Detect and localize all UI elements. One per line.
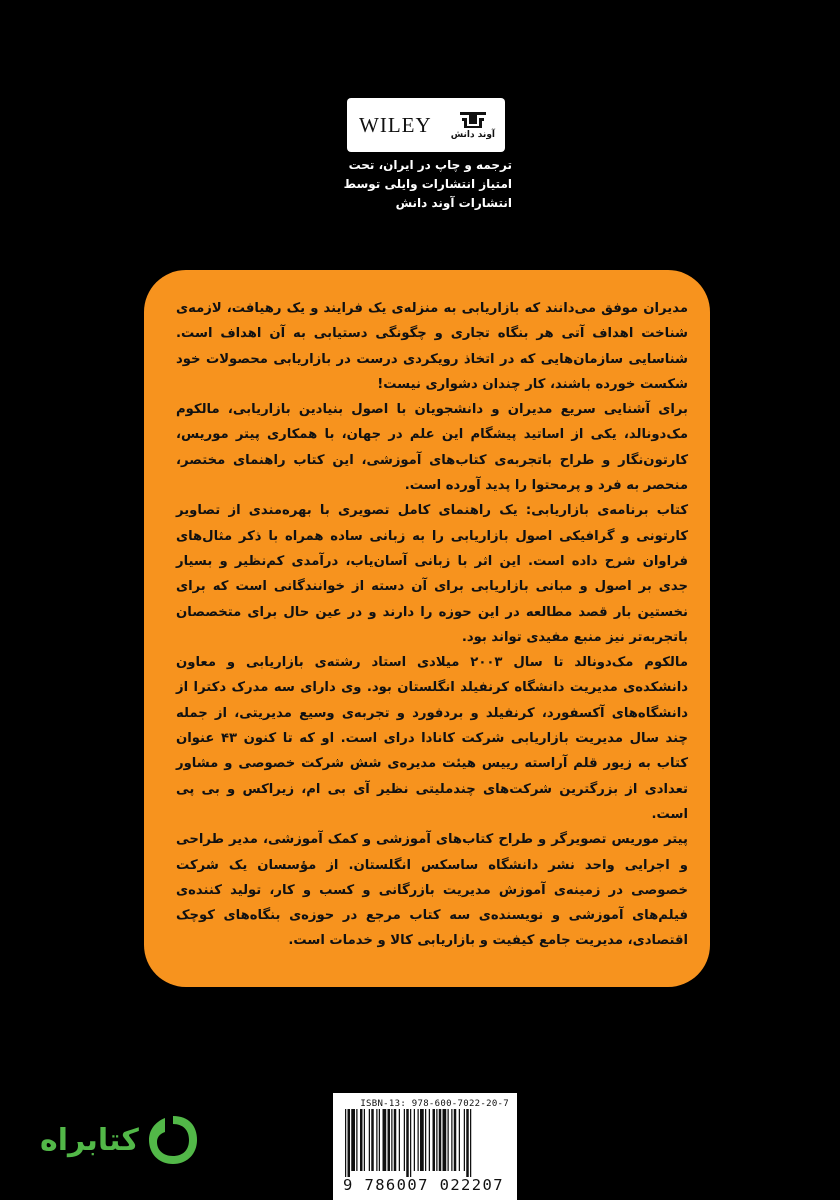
barcode-bar: [425, 1109, 426, 1171]
barcode-bar: [451, 1109, 452, 1171]
avand-danesh-logo: [451, 110, 495, 140]
ketabrah-leaf-icon: [145, 1112, 201, 1168]
barcode-bar: [394, 1109, 397, 1171]
barcode-bar: [379, 1109, 380, 1171]
barcode-bar: [371, 1109, 374, 1171]
ketabrah-logo: [40, 1112, 201, 1168]
barcode-bar: [348, 1109, 351, 1177]
barcode-bar: [404, 1109, 405, 1171]
barcode-bar: [376, 1109, 377, 1171]
ketabrah-name: کتابراه: [40, 1122, 139, 1158]
barcode-bar: [345, 1109, 346, 1177]
barcode-bar: [443, 1109, 447, 1171]
barcode-digits: 9 786007 022207: [343, 1176, 504, 1194]
barcode-bar: [351, 1109, 355, 1171]
barcode-bar: [448, 1109, 449, 1171]
description-paragraph: پیتر موریس تصویرگر و طراح کتاب‌های آموزشی و کمک آموزشی، مدیر طراحی و اجرایی واحد نشر دانشگاه ساسکس انگلستان. از مؤسسان یک شرکت خصوصی در زمینه‌ی آموزش مدیریت بازرگانی و کسب و کار، تولید کننده‌ی فیلم‌های آموزشی و نویسنده‌ی سه کتاب مرجع در حوزه‌ی بنگاه‌های کوچک اقتصادی، مدیریت جامع کیفیت و بازاریابی کالا و خدمات است.: [176, 832, 688, 949]
barcode-bar: [436, 1109, 437, 1171]
barcode-bars: [341, 1109, 509, 1177]
avand-danesh-name: آوند دانش: [450, 130, 495, 140]
barcode-bar: [364, 1109, 365, 1171]
description-paragraph: کتاب برنامه‌ی بازاریابی: یک راهنمای کامل تصویری با بهره‌مندی از تصاویر کارتونی و گرافیکی اصول بازاریابی را به زبانی ساده همراه با ذکر مثال‌های فراوان شرح داده است. این اثر با زبانی آسان‌یاب، درآمدی کم‌نظیر و بسیار جدی بر اصول و مبانی بازاریابی برای آن دسته از خوانندگانی است که برای نخستین بار قصد مطالعه در این حوزه را دارند و در عین حال برای متخصصان باتجربه‌تر نیز منبع مفیدی تواند بود.: [176, 503, 688, 645]
barcode-bar: [356, 1109, 357, 1171]
barcode-bar: [420, 1109, 424, 1171]
barcode-bar: [429, 1109, 430, 1171]
book-emblem-icon: [458, 110, 488, 128]
description-panel: [144, 270, 710, 987]
barcode-bar: [466, 1109, 469, 1177]
barcode-bar: [360, 1109, 363, 1171]
credit-line: انتشارات آوند دانش: [395, 196, 512, 210]
barcode-bar: [383, 1109, 387, 1171]
barcode-bar: [433, 1109, 436, 1171]
credit-line: ترجمه و چاپ در ایران، تحت: [348, 158, 512, 172]
barcode-bar: [418, 1109, 419, 1171]
barcode-bar: [369, 1109, 370, 1171]
wiley-wordmark: WILEY: [359, 112, 432, 137]
wiley-logo-card: [347, 98, 505, 152]
description-paragraph: مالکوم مک‌دونالد تا سال ۲۰۰۳ میلادی استاد رشته‌ی بازاریابی و معاون دانشکده‌ی مدیریت دانشگاه کرنفیلد انگلستان بود. وی دارای سه مدرک دکترا از دانشگاه‌های آکسفورد، کرنفیلد و بردفورد و تجربه‌ی وسیع مدیریتی، از جمله چند سال مدیریت بازاریابی شرکت کانادا درای است. او که تا کنون ۴۳ عنوان کتاب به زیور قلم آراسته رییس هیئت مدیره‌ی شش شرکت خصوصی و مشاور تعدادی از بزرگترین شرکت‌های چندملیتی نظیر آی بی ام، زیراکس و بی پی است.: [176, 655, 688, 822]
barcode-bar: [399, 1109, 400, 1171]
barcode-bar: [406, 1109, 409, 1177]
barcode-bar: [439, 1109, 442, 1171]
description-paragraph: برای آشنایی سریع مدیران و دانشجویان با اصول بنیادین بازاریابی، مالکوم مک‌دونالد، یکی از اساتید پیشگام این علم در جهان، با همکاری پیتر موریس، کارتون‌نگار و طراح باتجربه‌ی کتاب‌های آموزشی، این کتاب راهنمای مختصر، منحصر به فرد و پرمحتوا را پدید آورده است.: [176, 402, 688, 494]
barcode-bar: [410, 1109, 411, 1177]
barcode-bar: [414, 1109, 415, 1171]
isbn-label: ISBN-13: 978-600-7022-20-7: [360, 1099, 509, 1109]
barcode-bar: [464, 1109, 465, 1171]
isbn-barcode: [333, 1093, 517, 1200]
barcode-bar: [391, 1109, 392, 1171]
barcode-bar: [388, 1109, 391, 1171]
barcode-bar: [459, 1109, 460, 1171]
credit-line: امتیاز انتشارات وایلی توسط: [343, 177, 512, 191]
publication-credit: [330, 156, 512, 213]
barcode-bar: [470, 1109, 471, 1177]
barcode-bar: [454, 1109, 457, 1171]
description-paragraph: مدیران موفق می‌دانند که بازاریابی به منزله‌ی یک فرایند و یک رهیافت، لازمه‌ی شناخت اهداف آتی هر بنگاه تجاری و چگونگی دستیابی به آن اهداف است. شناسایی سازمان‌هایی که در اتخاذ رویکردی درست در بازاریابی محصولات خود شکست خورده باشند، کار چندان دشواری نیست!: [176, 301, 688, 392]
